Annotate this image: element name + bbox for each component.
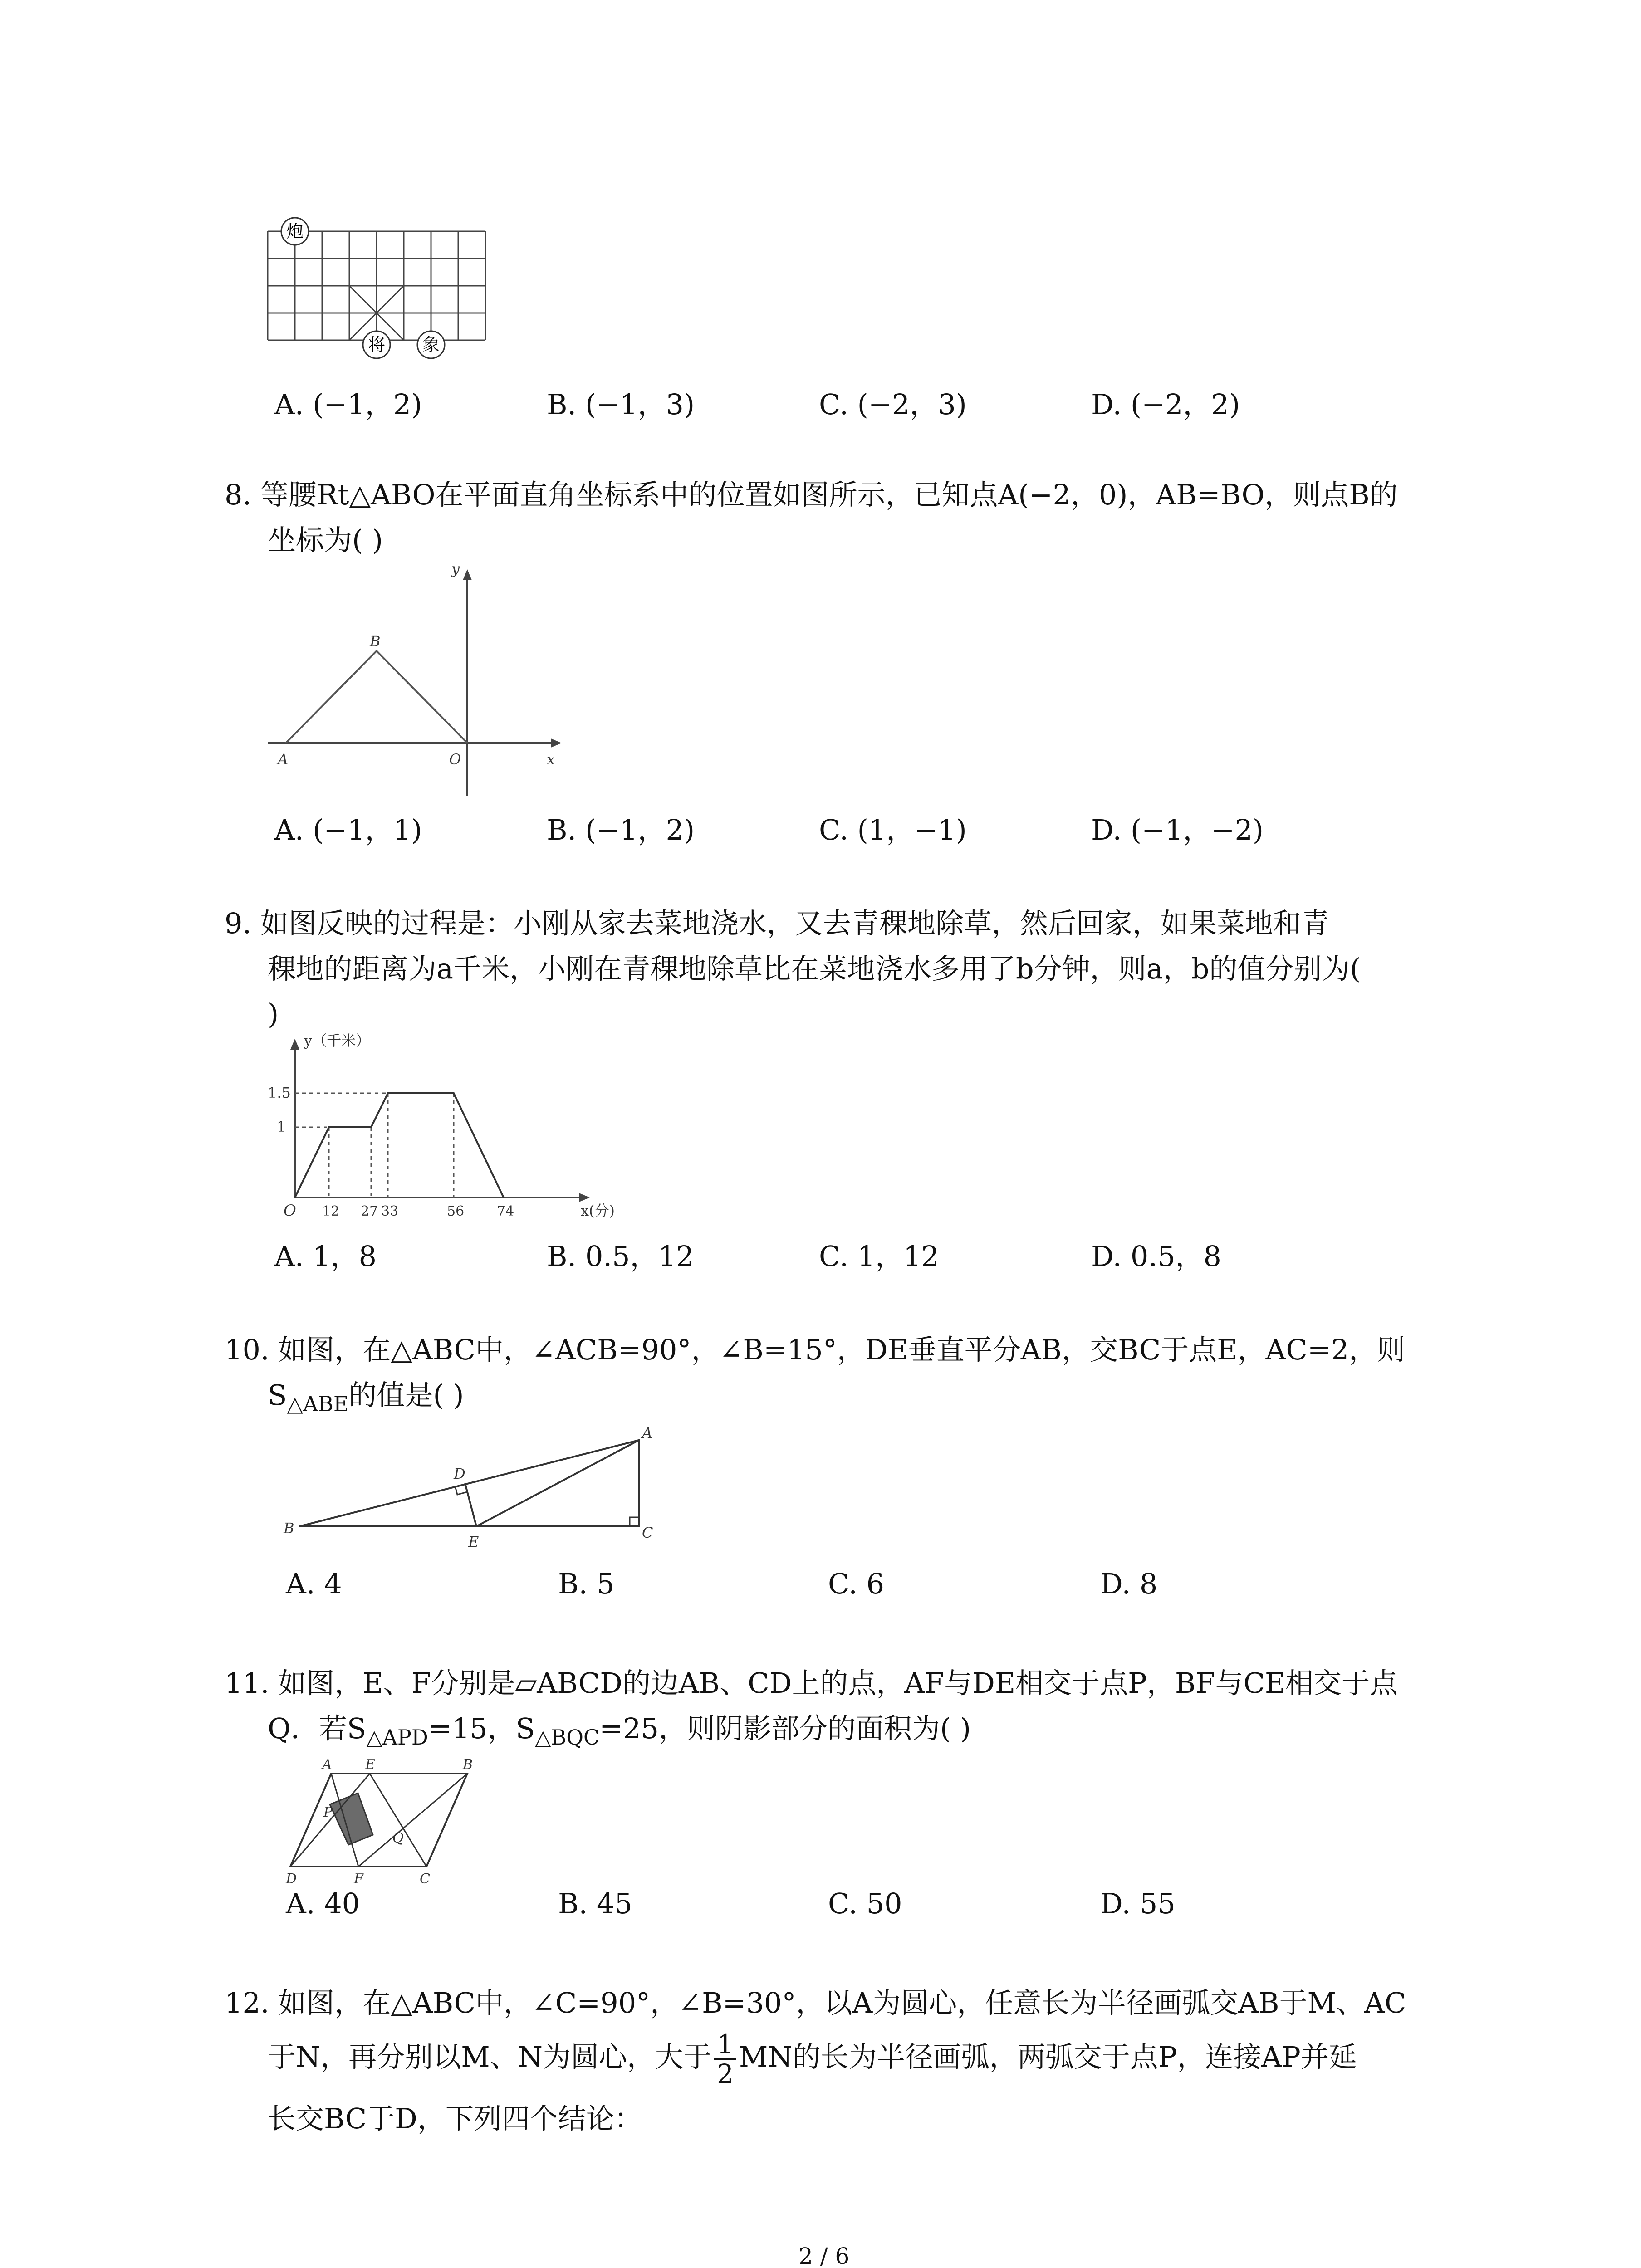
q7-option-a: A. (−1，2) (274, 388, 422, 421)
q10-triangle-figure (279, 1422, 669, 1558)
q7-option-c: C. (−2，3) (819, 388, 967, 421)
svg-text:x: x (547, 751, 555, 768)
q8-option-d: D. (−1，−2) (1091, 813, 1264, 846)
pao-piece (281, 218, 309, 245)
svg-text:74: 74 (497, 1203, 514, 1219)
q9-option-a: A. 1，8 (274, 1240, 377, 1273)
q9-distance-time-graph (268, 1030, 615, 1220)
svg-text:x(分): x(分) (581, 1202, 615, 1219)
svg-text:1: 1 (277, 1118, 286, 1135)
q9-stem-line2: 稞地的距离为a千米，小刚在青稞地除草比在菜地浇水多用了b分钟，则a，b的值分别为( (268, 952, 1361, 985)
q11-stem-line2: Q．若$S_{\triangle APD}=15$，$S_{\triangle BQC}=25$，则阴影部分的面积为( ) (268, 1712, 971, 1750)
svg-text:O: O (449, 751, 461, 768)
svg-text:D: D (286, 1871, 297, 1887)
q10-option-b: B. 5 (558, 1567, 615, 1600)
svg-text:将: 将 (367, 335, 386, 355)
svg-text:C: C (642, 1524, 653, 1541)
q9-option-c: C. 1，12 (819, 1240, 939, 1273)
svg-text:E: E (468, 1533, 479, 1550)
q8-coordinate-figure (268, 560, 576, 796)
q9-stem-line1: 9. 如图反映的过程是：小刚从家去菜地浇水，又去青稞地除草，然后回家，如果菜地和青 (225, 907, 1329, 940)
q10-option-c: C. 6 (828, 1567, 885, 1600)
q12-stem-line1: 12. 如图，在△ABC中，∠C=90°，∠B=30°，以A为圆心，任意长为半径画弧交AB于M、AC (225, 1986, 1406, 2019)
svg-text:P: P (323, 1804, 333, 1820)
q11-stem-line1: 11. 如图，E、F分别是▱ABCD的边AB、CD上的点，AF与DE相交于点P，BF与CE相交于点 (225, 1667, 1398, 1700)
q8-option-a: A. (−1，1) (274, 813, 422, 846)
svg-text:炮: 炮 (286, 221, 304, 241)
svg-text:Q: Q (392, 1830, 404, 1846)
svg-text:A: A (642, 1424, 653, 1442)
svg-text:A: A (322, 1757, 332, 1773)
svg-text:象: 象 (422, 335, 440, 355)
svg-text:y: y (451, 560, 460, 577)
q12-stem-line3: 长交BC于D，下列四个结论： (268, 2102, 642, 2135)
svg-text:12: 12 (322, 1203, 340, 1219)
q11-parallelogram-figure (279, 1755, 497, 1887)
svg-text:B: B (370, 633, 381, 650)
chess-board-figure (268, 218, 485, 372)
jiang-piece (363, 331, 390, 358)
q9-stem-line3: ) (268, 997, 279, 1031)
xiang-piece (417, 331, 445, 358)
svg-text:F: F (354, 1871, 363, 1887)
q11-option-a: A. 40 (286, 1887, 360, 1920)
svg-text:56: 56 (447, 1203, 465, 1219)
svg-text:D: D (454, 1465, 465, 1482)
q10-option-d: D. 8 (1100, 1567, 1158, 1600)
q12-stem-line2: 于N，再分别以M、N为圆心，大于 $\frac{1}{2}$ MN的长为半径画弧，两弧交于点P，连接AP并延 (268, 2028, 1357, 2089)
q11-option-c: C. 50 (828, 1887, 902, 1920)
q8-option-c: C. (1，−1) (819, 813, 967, 846)
shaded-region (330, 1793, 373, 1845)
q10-option-a: A. 4 (286, 1567, 342, 1600)
q8-stem-line2: 坐标为( ) (268, 523, 383, 557)
q7-option-d: D. (−2，2) (1091, 388, 1240, 421)
svg-text:O: O (284, 1202, 296, 1220)
fraction-one-half: $\frac{1}{2}$ (714, 2031, 736, 2088)
svg-text:1.5: 1.5 (268, 1084, 291, 1101)
q9-option-b: B. 0.5，12 (547, 1240, 694, 1273)
q10-stem-line2: $S_{\triangle ABE}$的值是( ) (268, 1378, 464, 1416)
q8-option-b: B. (−1，2) (547, 813, 695, 846)
svg-text:27: 27 (361, 1203, 378, 1219)
svg-text:33: 33 (381, 1203, 399, 1219)
q11-option-b: B. 45 (558, 1887, 632, 1920)
q9-option-d: D. 0.5，8 (1091, 1240, 1221, 1273)
q7-option-b: B. (−1，3) (547, 388, 695, 421)
svg-text:E: E (365, 1757, 375, 1773)
svg-text:y（千米）: y（千米） (304, 1032, 371, 1049)
page-number: 2 / 6 (798, 2243, 850, 2268)
svg-text:B: B (284, 1520, 294, 1537)
svg-text:A: A (278, 751, 289, 768)
q10-stem-line1: 10. 如图，在△ABC中，∠ACB=90°，∠B=15°，DE垂直平分AB，交BC于点E，AC=2，则 (225, 1333, 1406, 1366)
q11-option-d: D. 55 (1100, 1887, 1176, 1920)
svg-text:C: C (420, 1871, 430, 1887)
svg-text:B: B (463, 1757, 473, 1773)
q8-stem-line1: 8. 等腰Rt△ABO在平面直角坐标系中的位置如图所示，已知点A(−2，0)，AB=BO，则点B的 (225, 478, 1398, 511)
